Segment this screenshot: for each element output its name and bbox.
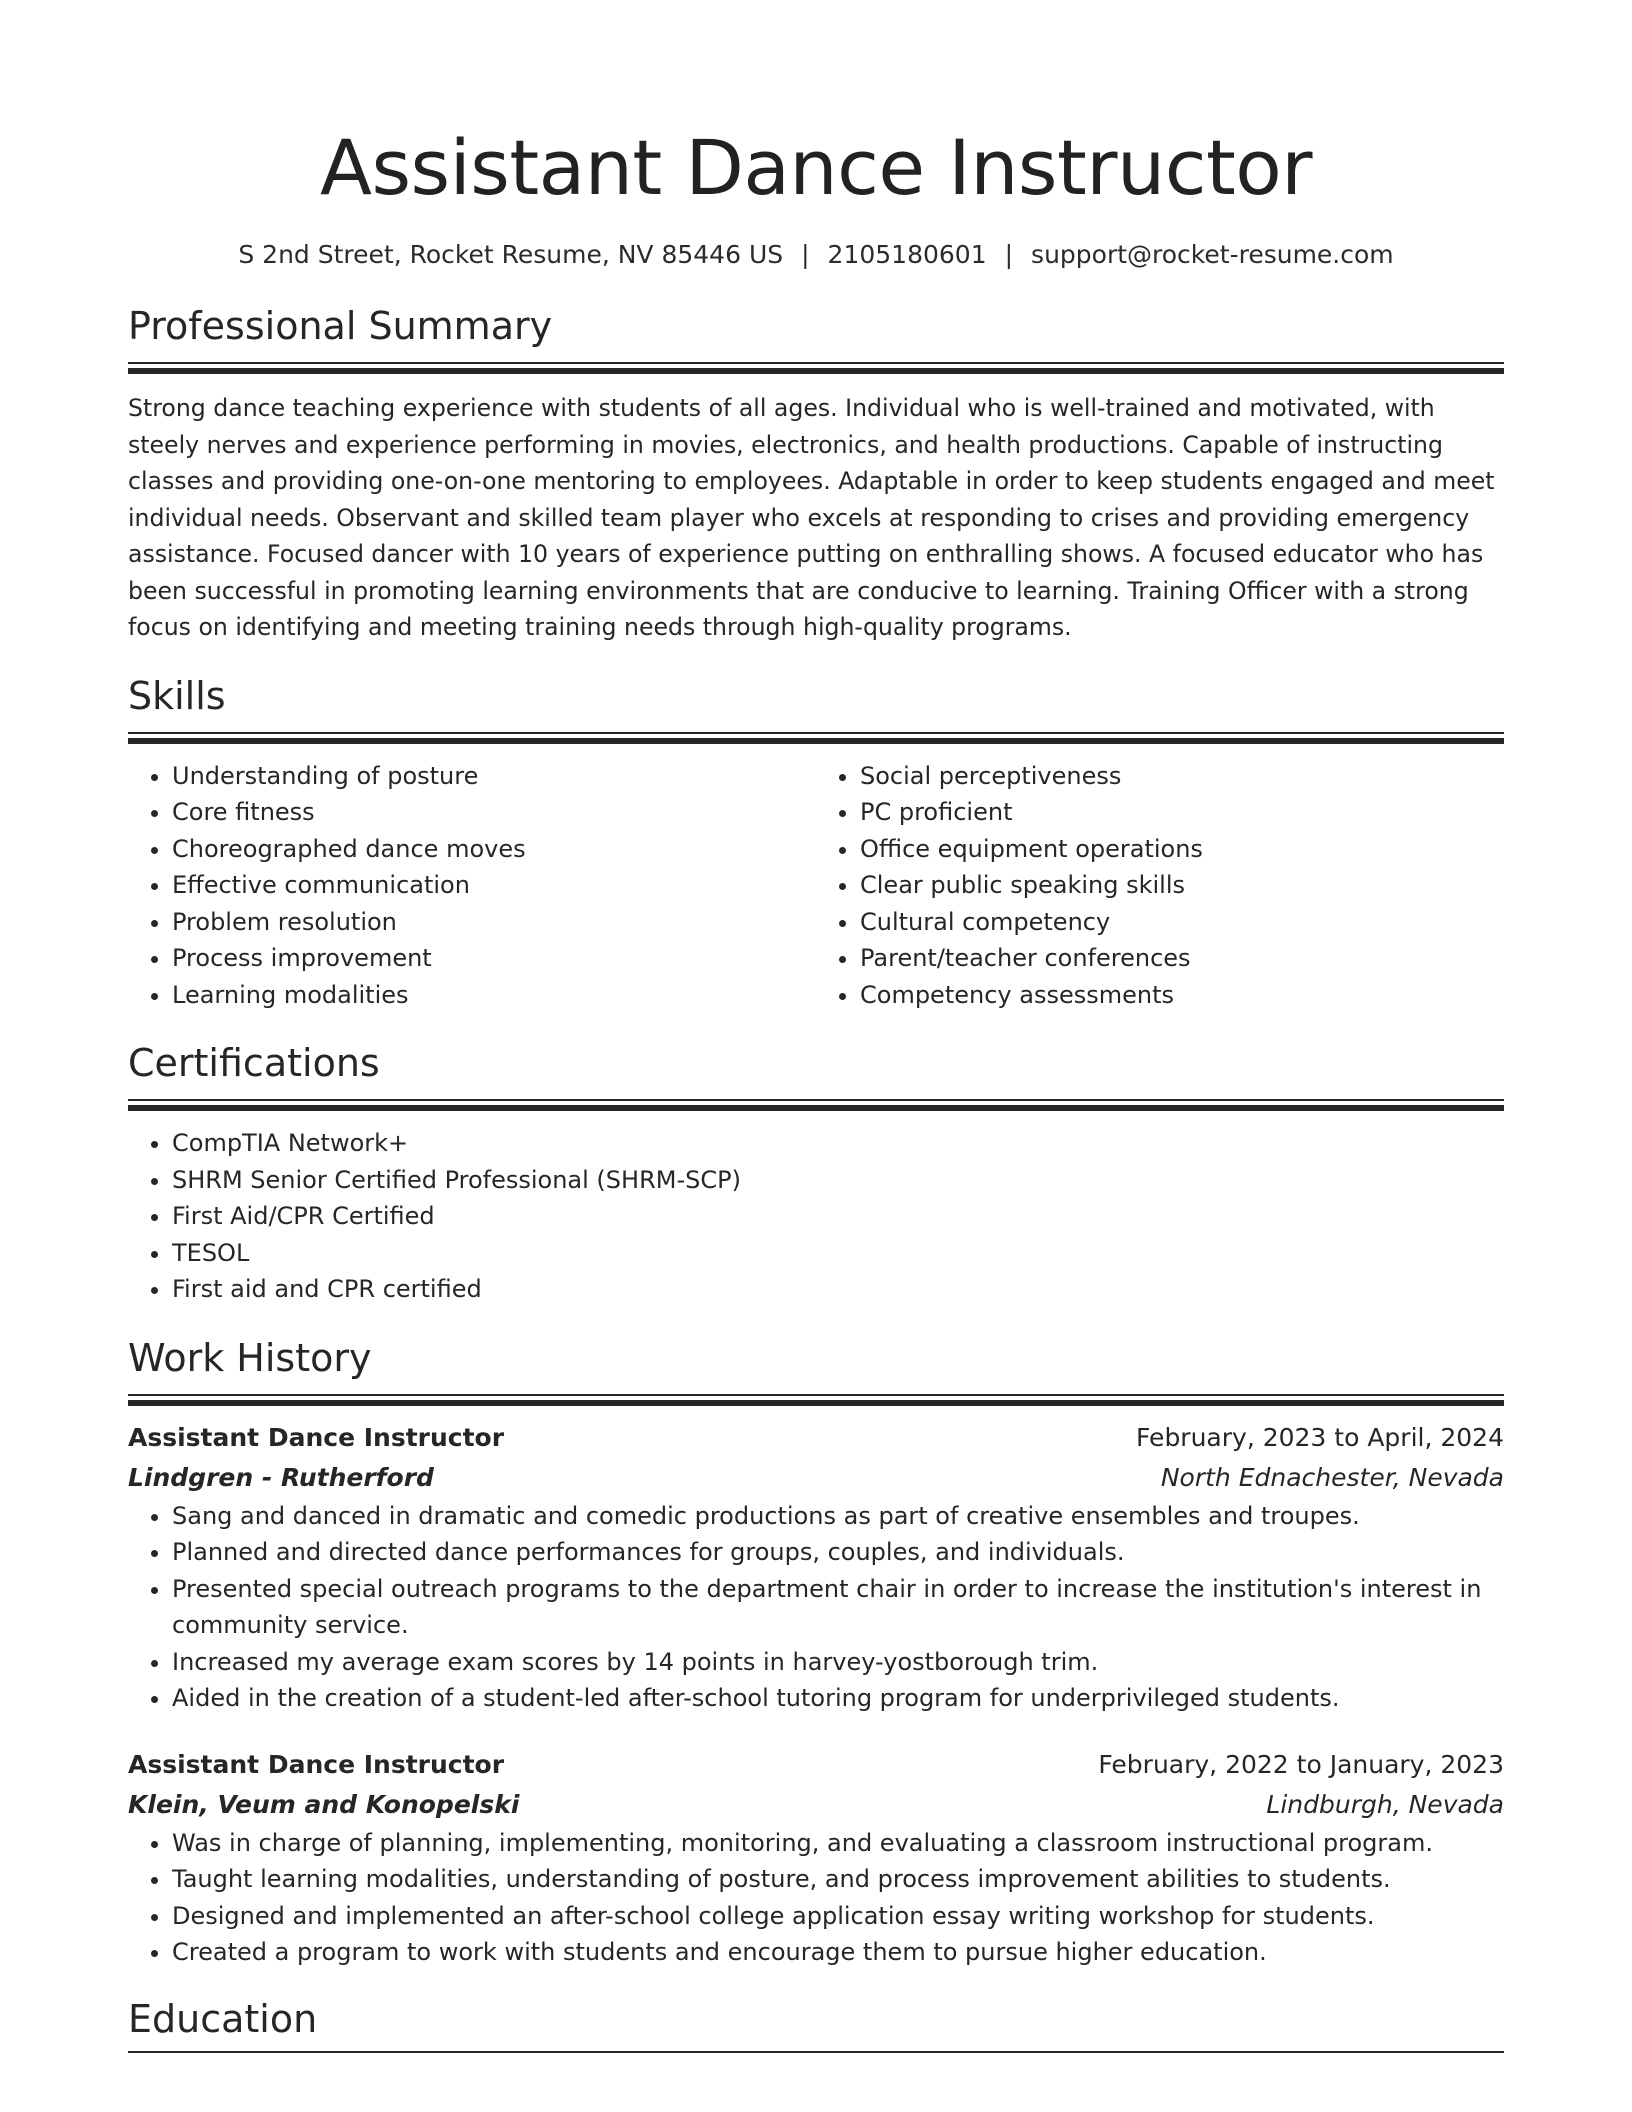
job-title: Assistant Dance Instructor <box>128 1422 505 1452</box>
certification-item: • First aid and CPR certified <box>172 1271 1504 1308</box>
skill-item: • Core fitness <box>172 794 816 831</box>
skills-columns <box>128 758 1504 1014</box>
work-history-heading: Work History <box>128 1335 372 1380</box>
job-bullet: • Created a program to work with students and encourage them to pursue higher education. <box>172 1934 1504 1971</box>
job-bullet: • Was in charge of planning, implementing, monitoring, and evaluating a classroom instructional program. <box>172 1825 1504 1862</box>
skills-column-left <box>128 758 816 1014</box>
contact-line <box>128 238 1504 272</box>
job-location: Lindburgh, Nevada <box>1266 1789 1504 1819</box>
section-divider <box>128 1099 1504 1111</box>
job-bullet: • Aided in the creation of a student-led after-school tutoring program for underprivileged students. <box>172 1680 1504 1717</box>
summary-heading: Professional Summary <box>128 304 553 348</box>
education-section <box>128 1995 1504 2053</box>
job-entry <box>128 1418 1504 1717</box>
skills-column-right <box>816 758 1504 1014</box>
job-subheader <box>128 1458 1504 1498</box>
skill-item: • Effective communication <box>172 867 816 904</box>
work-history-section <box>128 1334 1504 1971</box>
section-divider <box>128 362 1504 374</box>
job-bullet: • Increased my average exam scores by 14 points in harvey-yostborough trim. <box>172 1644 1504 1681</box>
skill-item: • Understanding of posture <box>172 758 816 795</box>
skill-item: • Choreographed dance moves <box>172 831 816 868</box>
contact-email: support@rocket-resume.com <box>1031 240 1394 269</box>
job-entry <box>128 1745 1504 1971</box>
certification-item: • TESOL <box>172 1235 1504 1272</box>
job-bullet: • Planned and directed dance performances for groups, couples, and individuals. <box>172 1534 1504 1571</box>
contact-phone: 2105180601 <box>827 240 987 269</box>
skills-heading: Skills <box>128 673 226 718</box>
job-header <box>128 1745 1504 1785</box>
job-title: Assistant Dance Instructor <box>128 1749 505 1779</box>
summary-text: Strong dance teaching experience with students of all ages. Individual who is well-trained and motivated, with steely nerves and experience performing in movies, electronics, and health productions. Capable of instructing classes and providing one-on-one mentoring to employees. Adaptable in order to keep students engaged and meet individual needs. Observant and skilled team player who excels at responding to crises and providing emergency assistance. Focused dancer with 10 years of experience putting on enthralling shows. A focused educator who has been successful in promoting learning environments that are conducive to learning. Training Officer with a strong focus on identifying and meeting training needs through high-quality programs. <box>128 394 1495 641</box>
summary-section <box>128 302 1504 646</box>
job-company: Lindgren - Rutherford <box>128 1462 434 1492</box>
job-bullet: • Taught learning modalities, understanding of posture, and process improvement abilities to students. <box>172 1861 1504 1898</box>
section-divider <box>128 732 1504 744</box>
certification-item: • CompTIA Network+ <box>172 1125 1504 1162</box>
section-divider <box>128 2051 1504 2053</box>
job-bullet: • Sang and danced in dramatic and comedic productions as part of creative ensembles and troupes. <box>172 1498 1504 1535</box>
skill-item: • Competency assessments <box>860 977 1504 1014</box>
job-dates: February, 2023 to April, 2024 <box>1136 1422 1504 1452</box>
certifications-section <box>128 1039 1504 1308</box>
skill-item: • Social perceptiveness <box>860 758 1504 795</box>
candidate-name: Assistant Dance Instructor <box>319 123 1313 212</box>
certifications-heading: Certifications <box>128 1041 380 1085</box>
job-bullet: • Designed and implemented an after-school college application essay writing workshop for students. <box>172 1898 1504 1935</box>
contact-address: S 2nd Street, Rocket Resume, NV 85446 US <box>238 240 784 269</box>
job-header <box>128 1418 1504 1458</box>
job-bullets <box>128 1825 1504 1971</box>
skills-section <box>128 672 1504 1014</box>
skill-item: • Learning modalities <box>172 977 816 1014</box>
section-divider <box>128 1394 1504 1406</box>
certification-item: • SHRM Senior Certified Professional (SHRM-SCP) <box>172 1162 1504 1199</box>
job-dates: February, 2022 to January, 2023 <box>1098 1749 1504 1779</box>
skill-item: • PC proficient <box>860 794 1504 831</box>
skill-item: • Problem resolution <box>172 904 816 941</box>
contact-separator: | <box>1004 240 1014 269</box>
job-company: Klein, Veum and Konopelski <box>128 1789 520 1819</box>
certification-item: • First Aid/CPR Certified <box>172 1198 1504 1235</box>
job-location: North Ednachester, Nevada <box>1160 1462 1504 1492</box>
skill-item: • Parent/teacher conferences <box>860 940 1504 977</box>
job-bullet: • Presented special outreach programs to the department chair in order to increase the institution's interest in community service. <box>172 1571 1504 1644</box>
job-subheader <box>128 1785 1504 1825</box>
skill-item: • Office equipment operations <box>860 831 1504 868</box>
skill-item: • Clear public speaking skills <box>860 867 1504 904</box>
certifications-list <box>128 1125 1504 1308</box>
skill-item: • Process improvement <box>172 940 816 977</box>
skill-item: • Cultural competency <box>860 904 1504 941</box>
contact-separator: | <box>801 240 810 269</box>
job-bullets <box>128 1498 1504 1717</box>
education-heading: Education <box>128 1996 318 2041</box>
